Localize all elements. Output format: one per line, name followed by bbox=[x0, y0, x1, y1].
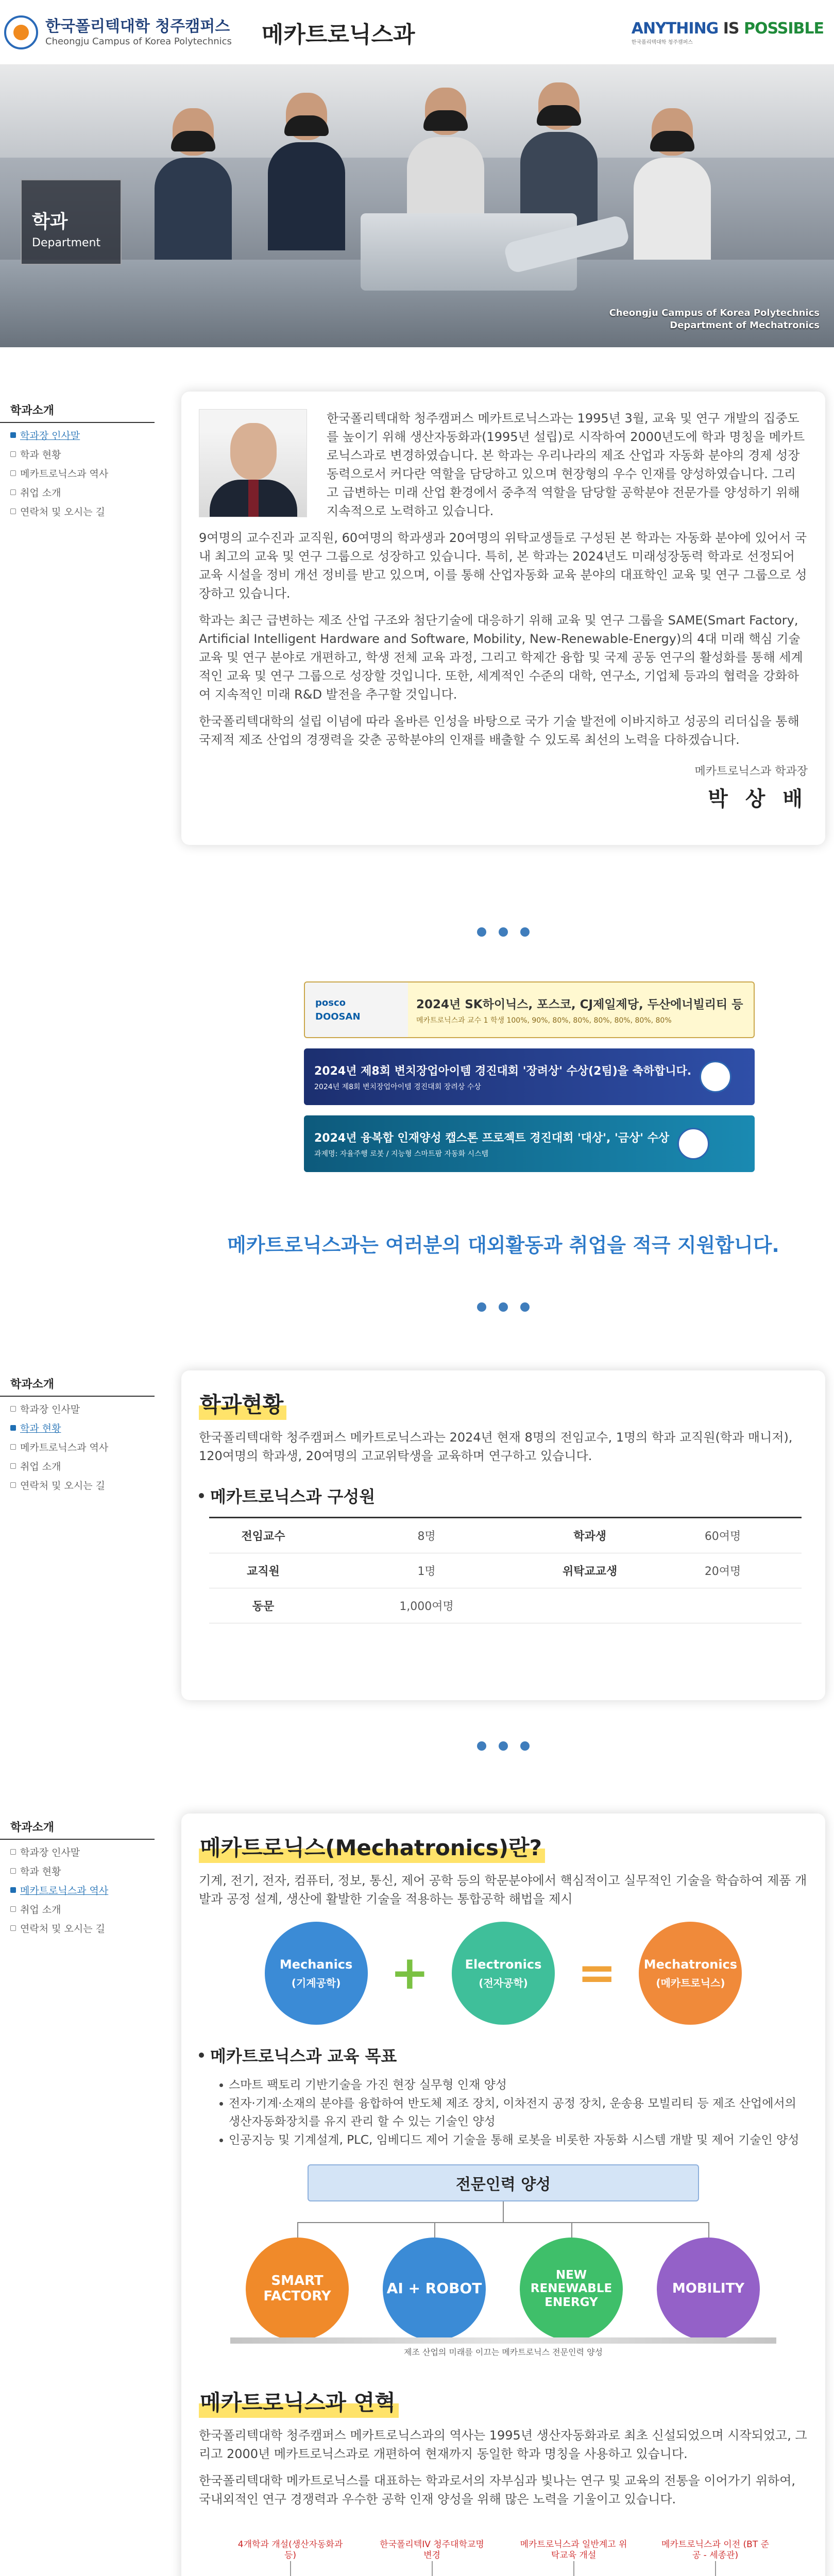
side-nav-item-history[interactable]: 메카트로닉스과 역사 bbox=[0, 1878, 165, 1897]
banner-logo: posco bbox=[315, 997, 346, 1008]
greeting-paragraph: 학과는 최근 급변하는 제조 산업 구조와 첨단기술에 대응하기 위해 교육 및 연구 그룹을 SAME(Smart Factory, Artificial Intelligent Hardware and Software, Mobility, New-Renewable-Energy)의 4대 미래 핵심 기술 교육 및 연구 분야로 개편하고, 학생 전체 교육 과정, 그리고 학제간 융합 및 국제 공동 연구의 활성화를 통해 세계적인 교육 및 연구 그룹으로 성장할 것입니다. 또한, 세계적인 수준의 대학, 연구소, 기업체 등과의 협력을 강화하여 지속적인 미래 R&D 발전을 추구할 것입니다. bbox=[199, 613, 803, 702]
side-nav bbox=[0, 402, 165, 518]
table-cell: 20여명 bbox=[644, 1553, 802, 1588]
banner-startup-award[interactable] bbox=[304, 1048, 755, 1105]
circle-electronics: Electronics (전자공학) bbox=[452, 1922, 555, 2025]
side-nav bbox=[0, 1376, 165, 1492]
brand-slogan bbox=[632, 20, 824, 45]
talent-caption: 제조 산업의 미래를 이끄는 메카트로닉스 전문인력 양성 bbox=[403, 2347, 603, 2357]
side-nav-title: 학과소개 bbox=[0, 402, 155, 423]
table-cell: 1명 bbox=[317, 1553, 536, 1588]
side-nav-item-status[interactable]: 학과 현황 bbox=[0, 1859, 165, 1878]
dept-title: 메카트로닉스과 bbox=[261, 21, 415, 48]
members-table bbox=[209, 1517, 802, 1623]
side-nav-item-status[interactable]: 학과 현황 bbox=[0, 1416, 165, 1435]
school-name-kr[interactable]: 한국폴리텍대학 청주캠퍼스 bbox=[45, 18, 230, 36]
brand-sub: 한국폴리텍대학 청주캠퍼스 bbox=[631, 39, 693, 45]
table-cell bbox=[536, 1588, 644, 1623]
side-nav-item-contact[interactable]: 연락처 및 오시는 길 bbox=[0, 1916, 165, 1935]
talent-renewable-energy: NEW RENEWABLE ENERGY bbox=[520, 2238, 623, 2341]
mecha-description: 기계, 전기, 전자, 컴퓨터, 정보, 통신, 제어 공학 등의 학문분야에서 핵심적이고 실무적인 기술을 학습하여 제품 개발과 공정 설계, 생산에 활발한 기술을 적용하는 통합공학 해법을 제시 bbox=[199, 1873, 807, 1906]
goal-list bbox=[219, 2076, 808, 2150]
table-cell: 1,000여명 bbox=[317, 1588, 536, 1623]
college-logo-icon[interactable] bbox=[4, 15, 38, 49]
table-row bbox=[209, 1588, 802, 1623]
side-nav-title: 학과소개 bbox=[0, 1376, 155, 1397]
timeline-event-label: 한국폴리텍IV 청주대학교명 변경 bbox=[380, 2539, 484, 2561]
list-item: 스마트 팩토리 기반기술을 가진 현장 실무형 인재 양성 bbox=[219, 2076, 808, 2095]
banner-title: 2024년 융복합 인재양성 캡스톤 프로젝트 경진대회 '대상', '금상' 수상 bbox=[314, 1131, 670, 1145]
side-nav-item-greeting[interactable]: 학과장 인사말 bbox=[0, 1397, 165, 1416]
greeting-card bbox=[181, 392, 825, 845]
history-timeline bbox=[199, 2524, 808, 2576]
mechatronics-card bbox=[181, 1814, 825, 2576]
circle-mechatronics: Mechatronics (메카트로닉스) bbox=[639, 1922, 742, 2025]
greeting-paragraph: 한국폴리텍대학 청주캠퍼스 메카트로닉스과는 1995년 3월, 교육 및 연구 개발의 집중도를 높이기 위해 생산자동화과(1995년 설립)로 시작하여 2000년도에 학과 명칭을 메카트로닉스과로 변경하였습니다. 본 학과는 우리나라의 제조 산업과 자동화 분야의 경제 성장 동력으로서 커다란 역할을 담당하고 있으며 현장형의 우수 인재를 양성하였습니다. 그리고 급변하는 미래 산업 환경에서 중추적 역할을 담당할 공학분야 전문가를 양성하기 위해 지속적으로 노력하고 있습니다. bbox=[327, 411, 805, 518]
banner-caption: 메카트로닉스과는 여러분의 대외활동과 취업을 적극 지원합니다. bbox=[227, 1234, 779, 1257]
table-cell: 동문 bbox=[209, 1588, 317, 1623]
talent-smart-factory: SMART FACTORY bbox=[246, 2238, 349, 2341]
side-nav-item-employment[interactable]: 취업 소개 bbox=[0, 480, 165, 499]
college-logo-text[interactable] bbox=[45, 18, 232, 47]
side-nav-item-status[interactable]: 학과 현황 bbox=[0, 442, 165, 461]
banner-capstone-award[interactable] bbox=[304, 1115, 755, 1172]
subsection-title: 메카트로닉스과 교육 목표 bbox=[199, 2043, 808, 2067]
side-nav-item-contact[interactable]: 연락처 및 오시는 길 bbox=[0, 1473, 165, 1492]
mechatronics-equation bbox=[199, 1922, 808, 2025]
section-title: 메카트로닉스(Mechatronics)란? bbox=[199, 1831, 545, 1863]
banner-logo: DOOSAN bbox=[315, 1011, 361, 1022]
side-nav-item-employment[interactable]: 취업 소개 bbox=[0, 1454, 165, 1473]
college-seal-icon bbox=[677, 1128, 709, 1160]
side-nav-item-contact[interactable]: 연락처 및 오시는 길 bbox=[0, 499, 165, 518]
timeline-event-label: 메카트로닉스과 이전 (BT 준공 - 세종관) bbox=[661, 2539, 770, 2561]
history-paragraph: 한국폴리텍대학 청주캠퍼스 메카트로닉스과의 역사는 1995년 생산자동화과로 최초 신설되었으며 시작되었고, 그리고 2000년 메카트로닉스과로 개편하여 현재까지 동일한 학과 명칭을 사용하고 있습니다. bbox=[199, 2428, 807, 2461]
talent-diagram bbox=[230, 2164, 776, 2376]
section-divider bbox=[181, 1302, 825, 1312]
hero-caption bbox=[609, 307, 820, 332]
hero-caption-line2: Department of Mechatronics bbox=[670, 320, 820, 331]
brand-word-1: ANYTHING bbox=[631, 19, 719, 38]
timeline-event-label: 4개학과 개설(생산자동화과 등) bbox=[237, 2539, 343, 2561]
timeline-event bbox=[378, 2539, 486, 2576]
greeting-paragraph: 9여명의 교수진과 교직원, 60여명의 학과생과 20여명의 위탁교생들로 구성된 본 학과는 자동화 분야에 있어서 국내 최고의 교육 및 연구 그룹으로 성장하고 있습니다. 특히, 본 학과는 2024년도 미래성장동력 학과로 선정되어 교육 시설을 정비 개선 정비를 받고 있으며, 이를 통해 산업자동화 교육 분야의 대표학인 교육 및 연구 그룹으로 성장하고 있습니다. bbox=[199, 531, 807, 601]
college-seal-icon bbox=[700, 1061, 731, 1093]
section-title: 학과현황 bbox=[199, 1388, 286, 1420]
equals-icon: = bbox=[577, 1946, 617, 2000]
hero-section-label bbox=[21, 179, 122, 265]
status-card bbox=[181, 1370, 825, 1700]
timeline-event bbox=[661, 2539, 770, 2576]
head-portrait bbox=[199, 409, 307, 517]
timeline-event-label: 메카트로닉스과 일반계고 위탁교육 개설 bbox=[520, 2539, 627, 2561]
section-title: 메카트로닉스과 연혁 bbox=[199, 2386, 399, 2418]
greeting-paragraph: 한국폴리텍대학의 설립 이념에 따라 올바른 인성을 바탕으로 국가 기술 발전에 이바지하고 성공의 리더십을 통해 국제적 제조 산업의 경쟁력을 갖춘 공학분야의 인재를 배출할 수 있도록 최선의 노력을 다하겠습니다. bbox=[199, 714, 799, 747]
section-divider bbox=[181, 1741, 825, 1751]
banner-title: 2024년 제8회 변치장업아이템 경진대회 '장려상' 수상(2팀)을 축하합니다. bbox=[314, 1064, 692, 1078]
hero-banner bbox=[0, 65, 834, 347]
side-nav-item-history[interactable]: 메카트로닉스과 역사 bbox=[0, 1435, 165, 1454]
table-cell: 위탁교교생 bbox=[536, 1553, 644, 1588]
hero-label-en: Department bbox=[32, 236, 101, 249]
section-divider bbox=[181, 927, 825, 937]
banner-title: 2024년 SK하이닉스, 포스코, CJ제일제당, 두산에너빌리티 등 bbox=[416, 997, 743, 1011]
signature bbox=[199, 762, 808, 812]
side-nav-item-employment[interactable]: 취업 소개 bbox=[0, 1897, 165, 1916]
circle-mechanics: Mechanics (기계공학) bbox=[265, 1922, 368, 2025]
list-item: 전자·기계·소재의 분야를 융합하여 반도체 제조 장치, 이차전지 공정 장치, 운송용 모빌리티 등 제조 산업에서의 생산자동화장치를 유지 관리 할 수 있는 기술인 양성 bbox=[219, 2095, 808, 2131]
side-nav-item-greeting[interactable]: 학과장 인사말 bbox=[0, 1840, 165, 1859]
history-paragraph: 한국폴리텍대학 메카트로닉스를 대표하는 학과로서의 자부심과 빛나는 연구 및 교육의 전통을 이어가기 위하여, 국내외적인 연구 경쟁력과 우수한 공학 인재 양성을 위해 많은 노력을 기울이고 있습니다. bbox=[199, 2473, 796, 2506]
school-name-en[interactable]: Cheongju Campus of Korea Polytechnics bbox=[45, 36, 232, 47]
banner-subtitle: 메카트로닉스과 교수 1 학생 100%, 90%, 80%, 80%, 80%, 80%, 80%, 80% bbox=[416, 1016, 672, 1025]
table-cell: 교직원 bbox=[209, 1553, 317, 1588]
site-header bbox=[0, 0, 834, 65]
table-cell bbox=[644, 1588, 802, 1623]
subsection-title: 메카트로닉스과 구성원 bbox=[199, 1484, 808, 1507]
banner-subtitle: 2024년 제8회 변치장업아이템 경진대회 장려상 수상 bbox=[314, 1082, 481, 1091]
side-nav-title: 학과소개 bbox=[0, 1819, 155, 1840]
table-cell: 60여명 bbox=[644, 1518, 802, 1553]
signature-position: 메카트로닉스과 학과장 bbox=[694, 765, 808, 778]
talent-title: 전문인력 양성 bbox=[308, 2164, 699, 2201]
talent-ai-robot: AI + ROBOT bbox=[383, 2238, 486, 2341]
timeline-event bbox=[520, 2539, 628, 2576]
table-cell: 전임교수 bbox=[209, 1518, 317, 1553]
talent-mobility: MOBILITY bbox=[657, 2238, 760, 2341]
banner-subtitle: 과제명: 자율주행 로봇 / 지능형 스마트팜 자동화 시스템 bbox=[314, 1149, 489, 1158]
table-row bbox=[209, 1553, 802, 1588]
brand-word-2: IS bbox=[723, 19, 739, 38]
signature-name: 박 상 배 bbox=[708, 787, 808, 811]
table-cell: 학과생 bbox=[536, 1518, 644, 1553]
side-nav bbox=[0, 1819, 165, 1935]
table-row bbox=[209, 1518, 802, 1553]
hero-caption-line1: Cheongju Campus of Korea Polytechnics bbox=[609, 308, 820, 318]
side-nav-item-history[interactable]: 메카트로닉스과 역사 bbox=[0, 461, 165, 480]
table-cell: 8명 bbox=[317, 1518, 536, 1553]
plus-icon: + bbox=[390, 1946, 429, 2000]
brand-word-3: POSSIBLE bbox=[744, 19, 824, 38]
banner-employment[interactable] bbox=[304, 981, 755, 1038]
status-description: 한국폴리텍대학 청주캠퍼스 메카트로닉스과는 2024년 현재 8명의 전임교수, 1명의 학과 교직원(학과 매니저), 120여명의 학과생, 20여명의 고교위탁생을 교육하며 연구하고 있습니다. bbox=[199, 1430, 793, 1463]
list-item: 인공지능 및 기계설계, PLC, 임베디드 제어 기술을 통해 로봇을 비롯한 자동화 시스템 개발 및 제어 기술인 양성 bbox=[219, 2131, 808, 2150]
student-figure bbox=[268, 115, 345, 270]
side-nav-item-greeting[interactable]: 학과장 인사말 bbox=[0, 423, 165, 442]
hero-label-kr: 학과 bbox=[32, 211, 68, 232]
timeline-event bbox=[236, 2539, 345, 2576]
